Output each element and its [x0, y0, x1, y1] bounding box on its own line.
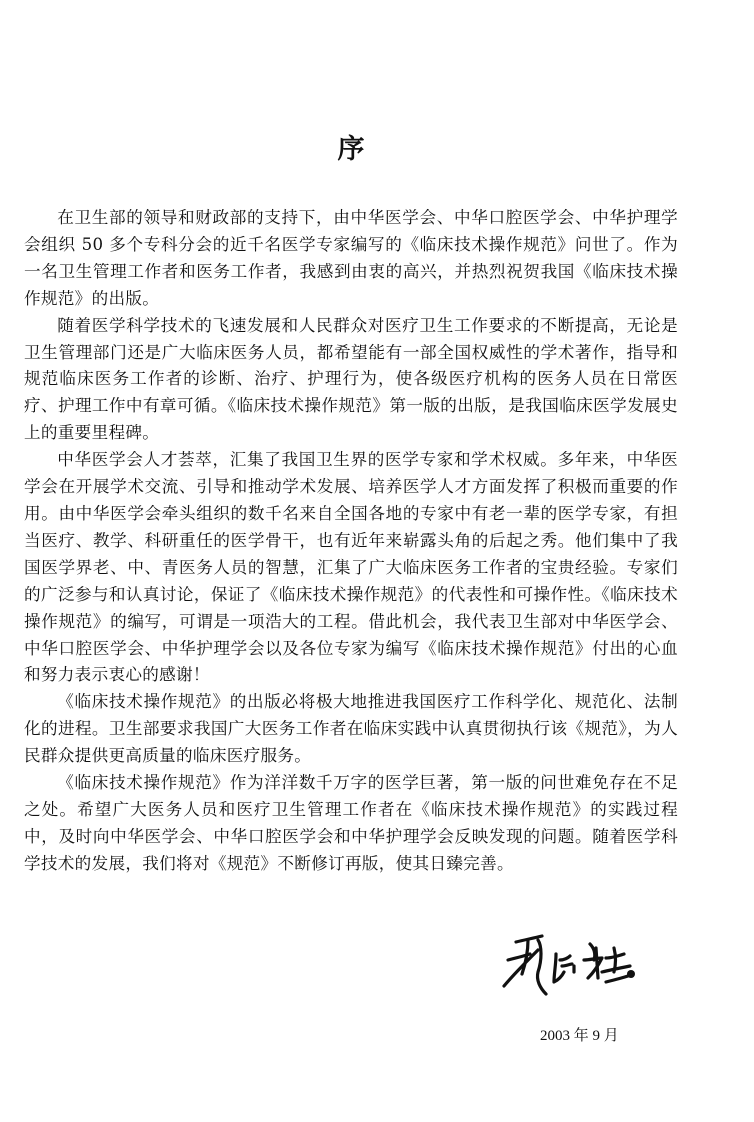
paragraph-1: 在卫生部的领导和财政部的支持下，由中华医学会、中华口腔医学会、中华护理学会组织 50 多个专科分会的近千名医学专家编写的《临床技术操作规范》问世了。作为一名卫生管理工作者和医务工作者，我感到由衷的高兴，并热烈祝贺我国《临床技术操作规范》的出版。 [24, 208, 678, 308]
paragraph-5: 《临床技术操作规范》作为洋洋数千万字的医学巨著，第一版的问世难免存在不足之处。希望广大医务人员和医疗卫生管理工作者在《临床技术操作规范》的实践过程中，及时向中华医学会、中华口腔医学会和中华护理学会反映发现的问题。随着医学科学技术的发展，我们将对《规范》不断修订再版，使其日臻完善。 [24, 773, 678, 873]
paragraph-3: 中华医学会人才荟萃，汇集了我国卫生界的医学专家和学术权威。多年来，中华医学会在开展学术交流、引导和推动学术发展、培养医学人才方面发挥了积极而重要的作用。由中华医学会牵头组织的数千名来自全国各地的专家中有老一辈的医学专家，有担当医疗、教学、科研重任的医学骨干，也有近年来崭露头角的后起之秀。他们集中了我国医学界老、中、青医务人员的智慧，汇集了广大临床医务工作者的宝贵经验。专家们的广泛参与和认真讨论，保证了《临床技术操作规范》的代表性和可操作性。《临床技术操作规范》的编写，可谓是一项浩大的工程。借此机会，我代表卫生部对中华医学会、中华口腔医学会、中华护理学会以及各位专家为编写《临床技术操作规范》付出的心血和努力表示衷心的感谢！ [24, 450, 678, 685]
preface-body [24, 205, 678, 878]
signature-block [480, 930, 680, 1050]
paragraph-2: 随着医学科学技术的飞速发展和人民群众对医疗卫生工作要求的不断提高，无论是卫生管理部门还是广大临床医务人员，都希望能有一部全国权威性的学术著作，指导和规范临床医务工作者的诊断、治疗、护理行为，使各级医疗机构的医务人员在日常医疗、护理工作中有章可循。《临床技术操作规范》第一版的出版，是我国临床医学发展史上的重要里程碑。 [24, 315, 678, 443]
signature-date: 2003 年 9 月 [540, 1028, 619, 1044]
page-title: 序 [337, 134, 365, 165]
paragraph-4: 《临床技术操作规范》的出版必将极大地推进我国医疗工作科学化、规范化、法制化的进程。卫生部要求我国广大医务工作者在临床实践中认真贯彻执行该《规范》，为人民群众提供更高质量的临床医疗服务。 [24, 692, 678, 766]
handwritten-signature-icon [498, 930, 648, 1000]
